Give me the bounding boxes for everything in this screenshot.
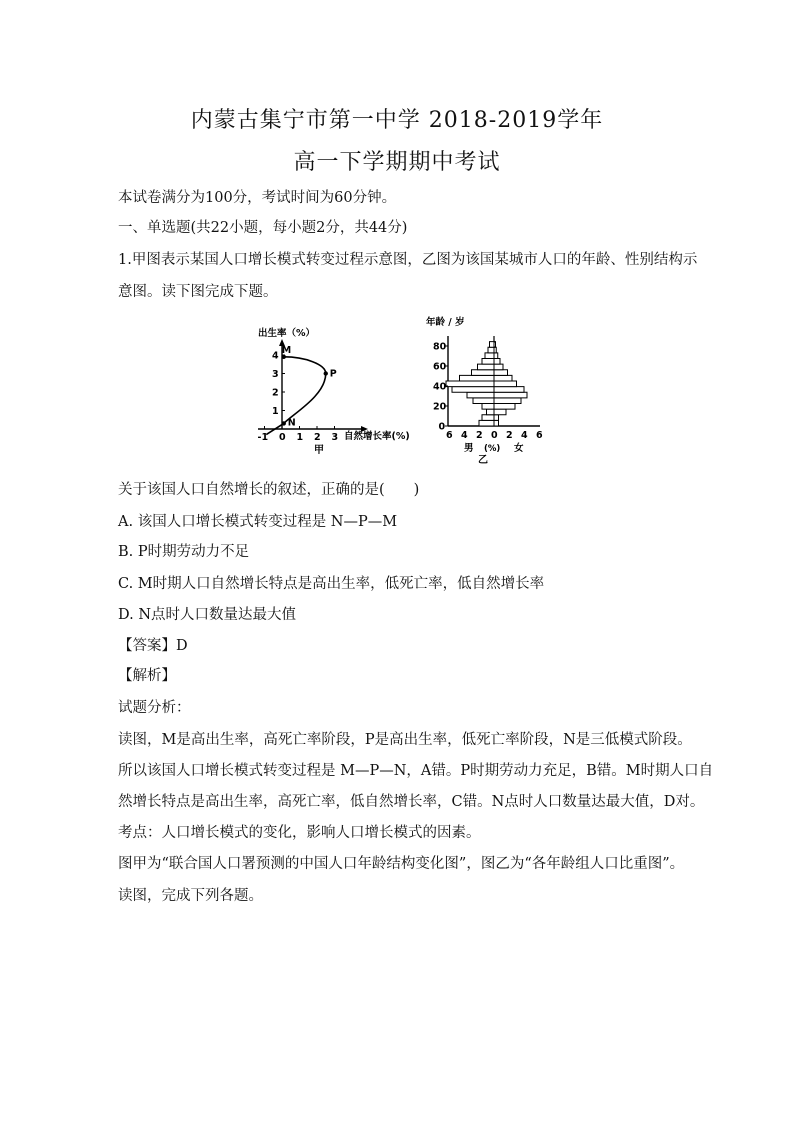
jia-point-label: N (287, 417, 296, 429)
yi-female-bar (494, 392, 527, 398)
jia-x-tick-label: 1 (296, 432, 304, 443)
jia-caption: 甲 (314, 445, 324, 456)
yi-x-tick-label: 6 (536, 430, 543, 441)
yi-ylabel: 年龄 / 岁 (426, 317, 465, 328)
jia-x-tick-label: 3 (331, 432, 339, 443)
yi-female-label: 女 (514, 443, 524, 454)
yi-y-tick-label: 60 (433, 361, 447, 373)
jia-y-tick-label: 1 (272, 406, 279, 417)
yi-x-tick-label: 6 (446, 430, 453, 441)
yi-male-bar (490, 342, 495, 348)
yi-percent-label: (%) (484, 444, 501, 454)
yi-male-bar (473, 398, 494, 404)
jia-x-tick-label: -1 (257, 432, 269, 443)
analysis-line-3: 然增长特点是高出生率，高死亡率，低自然增长率，C错。N点时人口数量达最大值，D对。 (118, 794, 705, 810)
yi-x-ticks (446, 430, 543, 441)
answer: 【答案】D (118, 638, 188, 654)
yi-male-bar (467, 392, 494, 398)
figure-jia (248, 318, 420, 458)
jia-y-tick-label: 3 (272, 369, 279, 380)
yi-x-tick-label: 2 (506, 430, 513, 441)
yi-male-bar (478, 364, 495, 370)
yi-y-tick-label: 40 (433, 381, 447, 393)
yi-female-bar (494, 364, 503, 370)
yi-female-bar (494, 347, 496, 353)
yi-y-tick-label: 0 (438, 421, 446, 433)
yi-male-bar (479, 420, 494, 426)
yi-female-bar (494, 342, 496, 348)
title-line-1: 内蒙古集宁市第一中学 2018-2019学年 (190, 108, 604, 133)
jia-xlabel: 自然增长率(%) (344, 431, 410, 442)
yi-male-bar (446, 381, 494, 387)
yi-male-bar (488, 347, 494, 353)
yi-male-bar (482, 415, 494, 421)
yi-pyramid-bars (446, 342, 527, 426)
yi-female-bar (494, 353, 498, 359)
next-intro-line-2: 读图，完成下列各题。 (118, 888, 263, 904)
yi-male-bar (487, 409, 495, 415)
yi-x-tick-label: 0 (491, 430, 498, 441)
figure-yi (404, 312, 554, 464)
yi-female-bar (494, 370, 508, 376)
option-d: D. N点时人口数量达最大值 (118, 607, 297, 623)
jia-y-ticks (272, 351, 285, 418)
yi-female-bar (494, 387, 524, 393)
yi-male-bar (482, 404, 494, 410)
yi-caption: 乙 (478, 455, 488, 464)
yi-female-bar (494, 415, 499, 421)
yi-x-tick-label: 4 (521, 430, 528, 441)
yi-male-bar (452, 387, 494, 393)
jia-y-tick-label: 4 (272, 350, 279, 362)
yi-y-tick-label: 80 (433, 341, 447, 353)
yi-male-bar (485, 353, 494, 359)
jia-point-label: M (281, 344, 292, 356)
yi-female-bar (494, 420, 499, 426)
jia-x-tick-label: 0 (279, 432, 286, 443)
jia-point-n (282, 421, 286, 425)
yi-female-bar (494, 398, 521, 404)
jia-point-p (324, 371, 328, 375)
option-a: A. 该国人口增长模式转变过程是 N—P—M (118, 514, 398, 530)
jia-y-tick-label: 2 (272, 387, 279, 399)
question-stem-line-2: 意图。读下图完成下题。 (118, 284, 278, 300)
title-line-2: 高一下学期期中考试 (293, 150, 501, 175)
yi-y-ticks (433, 342, 448, 433)
question-stem-line-1: 1.甲图表示某国人口增长模式转变过程示意图，乙图为该国某城市人口的年龄、性别结构示 (118, 252, 698, 268)
yi-x-tick-label: 2 (476, 430, 483, 441)
yi-y-tick-label: 20 (433, 401, 447, 413)
yi-female-bar (494, 404, 515, 410)
next-intro-line-1: 图甲为“联合国人口署预测的中国人口年龄结构变化图”，图乙为“各年龄组人口比重图”。 (118, 856, 685, 872)
yi-female-bar (494, 409, 506, 415)
yi-male-bar (472, 370, 495, 376)
yi-female-bar (494, 381, 517, 387)
yi-x-tick-label: 4 (461, 430, 468, 441)
kaodian-line: 考点：人口增长模式的变化，影响人口增长模式的因素。 (118, 825, 481, 841)
yi-female-bar (494, 375, 512, 381)
question-prompt: 关于该国人口自然增长的叙述，正确的是( ) (118, 482, 420, 498)
yi-male-bar (460, 375, 495, 381)
option-b: B. P时期劳动力不足 (118, 544, 250, 560)
jia-ylabel: 出生率（%） (258, 328, 316, 339)
yi-male-bar (482, 359, 494, 365)
section-heading: 一、单选题(共22小题，每小题2分，共44分) (118, 220, 408, 236)
option-c: C. M时期人口自然增长特点是高出生率，低死亡率，低自然增长率 (118, 576, 545, 592)
yi-male-label: 男 (464, 443, 474, 454)
analysis-line-2: 所以该国人口增长模式转变过程是 M—P—N，A错。P时期劳动力充足，B错。M时期人口自 (118, 763, 714, 779)
analysis-heading: 【解析】 (118, 668, 176, 684)
intro-text: 本试卷满分为100分，考试时间为60分钟。 (118, 190, 397, 206)
analysis-label: 试题分析： (118, 700, 191, 716)
yi-female-bar (494, 359, 500, 365)
analysis-line-1: 读图，M是高出生率，高死亡率阶段，P是高出生率，低死亡率阶段，N是三低模式阶段。 (118, 732, 692, 748)
jia-point-label: P (329, 368, 337, 380)
jia-x-tick-label: 2 (314, 432, 321, 443)
